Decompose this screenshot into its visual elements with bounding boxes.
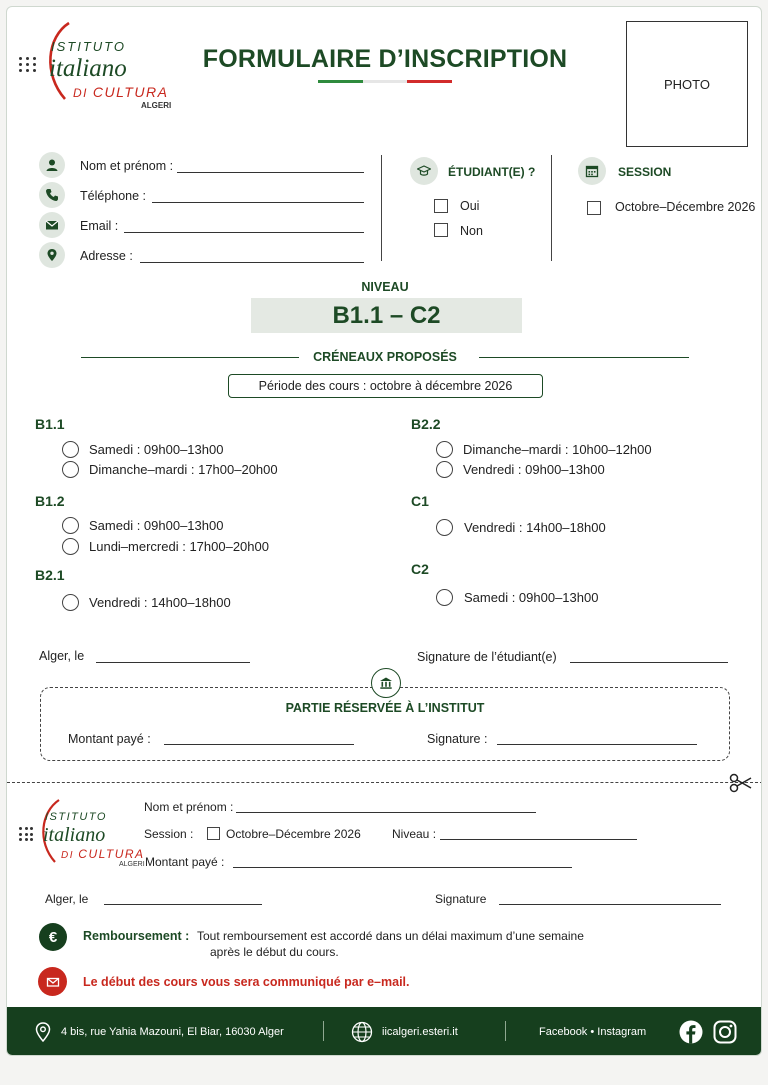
amount-paid-field[interactable] — [164, 744, 354, 745]
student-title: ÉTUDIANT(E) ? — [448, 165, 536, 179]
email-field[interactable] — [124, 232, 364, 233]
name-label: Nom et prénom : — [80, 159, 174, 173]
footer-address — [35, 1007, 284, 1056]
b1-1-option-2-radio[interactable] — [62, 461, 79, 478]
niveau-value: B1.1 – C2 — [332, 301, 441, 329]
scissors-icon — [729, 773, 753, 793]
b2-2-option-1-label: Dimanche–mardi : 10h00–12h00 — [463, 442, 652, 457]
place-date-label: Alger, le — [39, 649, 85, 663]
cut-line — [7, 782, 762, 783]
student-oui-label: Oui — [460, 199, 480, 213]
b1-2-option-2-radio[interactable] — [62, 538, 79, 555]
b2-2-option-2-radio[interactable] — [436, 461, 453, 478]
refund-text-line-2: après le début du cours. — [210, 945, 339, 959]
logo-di: DI — [73, 86, 88, 100]
stub-place-label: Alger, le — [45, 892, 89, 906]
stub-logo-cultura: CULTURA — [78, 847, 145, 861]
logo-dots-icon — [19, 827, 33, 841]
logo-algeri: ALGERI — [141, 101, 172, 110]
b1-1-option-2-label: Dimanche–mardi : 17h00–20h00 — [89, 462, 278, 477]
stub-niveau-label: Niveau : — [392, 827, 437, 841]
logo-istituto: ISTITUTO — [51, 39, 126, 54]
reserved-title: PARTIE RÉSERVÉE À L’INSTITUT — [285, 701, 485, 715]
divider — [381, 155, 382, 261]
b1-2-option-2-label: Lundi–mercredi : 17h00–20h00 — [89, 539, 269, 554]
level-c1-title: C1 — [411, 493, 429, 509]
niveau-value-box — [251, 298, 522, 333]
stub-amount-field[interactable] — [233, 867, 572, 868]
footer-social — [539, 1007, 646, 1056]
session-option-label: Octobre–Décembre 2026 — [615, 200, 756, 214]
session-title: SESSION — [618, 165, 672, 179]
photo-label: PHOTO — [664, 76, 710, 92]
b2-1-option-1-radio[interactable] — [62, 594, 79, 611]
b2-2-option-1-radio[interactable] — [436, 441, 453, 458]
location-icon — [39, 242, 65, 268]
phone-label: Téléphone : — [80, 189, 147, 203]
c1-option-1-radio[interactable] — [436, 519, 453, 536]
globe-icon — [351, 1021, 373, 1043]
instagram-icon — [713, 1020, 737, 1044]
student-non-label: Non — [460, 224, 483, 238]
registration-form — [6, 6, 762, 1056]
student-oui-checkbox[interactable] — [434, 199, 448, 213]
calendar-icon — [578, 157, 606, 185]
mail-notice-icon — [38, 967, 67, 996]
location-icon — [35, 1022, 51, 1042]
level-c2-title: C2 — [411, 561, 429, 577]
divider — [551, 155, 552, 261]
student-signature-field[interactable] — [570, 662, 728, 663]
phone-icon — [39, 182, 65, 208]
tricolor-underline — [318, 80, 452, 83]
stub-date-field[interactable] — [104, 904, 262, 905]
footer-website[interactable] — [351, 1007, 458, 1056]
stub-logo-istituto: ISTITUTO — [45, 811, 107, 823]
divider — [505, 1021, 506, 1041]
stub-signature-label: Signature — [435, 892, 487, 906]
student-non-checkbox[interactable] — [434, 223, 448, 237]
form-title: FORMULAIRE D’INSCRIPTION — [202, 45, 568, 73]
refund-text-line-1: Tout remboursement est accordé dans un délai maximum d’une semaine — [197, 929, 584, 943]
session-checkbox[interactable] — [587, 201, 601, 215]
email-notice: Le début des cours vous sera communiqué par e–mail. — [83, 975, 410, 989]
stub-niveau-field[interactable] — [440, 839, 637, 840]
student-signature-label: Signature de l’étudiant(e) — [417, 650, 557, 664]
periode-text: Période des cours : octobre à décembre 2026 — [258, 379, 513, 393]
email-label: Email : — [80, 219, 119, 233]
level-b2-1-title: B2.1 — [35, 567, 65, 583]
footer-website-text: iicalgeri.esteri.it — [382, 1026, 458, 1038]
c2-option-1-radio[interactable] — [436, 589, 453, 606]
address-field[interactable] — [140, 262, 364, 263]
stub-session-option: Octobre–Décembre 2026 — [226, 827, 361, 841]
email-icon — [39, 212, 65, 238]
c2-option-1-label: Samedi : 09h00–13h00 — [464, 590, 599, 605]
facebook-link[interactable] — [679, 1007, 703, 1056]
photo-box — [626, 21, 748, 147]
logo-cultura: CULTURA — [92, 84, 169, 100]
institution-icon — [371, 668, 401, 698]
stub-logo — [17, 797, 147, 867]
facebook-icon — [679, 1020, 703, 1044]
graduation-cap-icon — [410, 157, 438, 185]
stub-logo-algeri: ALGERI — [119, 861, 145, 868]
divider — [81, 357, 299, 358]
stub-logo-di: DI — [61, 850, 74, 861]
date-field[interactable] — [96, 662, 250, 663]
footer-social-text: Facebook • Instagram — [539, 1026, 647, 1038]
level-b1-1-title: B1.1 — [35, 416, 65, 432]
institute-signature-field[interactable] — [497, 744, 697, 745]
b1-2-option-1-label: Samedi : 09h00–13h00 — [89, 518, 224, 533]
logo-di-cultura — [73, 84, 168, 100]
stub-name-field[interactable] — [236, 812, 536, 813]
stub-name-label: Nom et prénom : — [144, 800, 234, 814]
b2-2-option-2-label: Vendredi : 09h00–13h00 — [463, 462, 605, 477]
stub-session-label: Session : — [144, 827, 194, 841]
stub-signature-field[interactable] — [499, 904, 721, 905]
b2-1-option-1-label: Vendredi : 14h00–18h00 — [89, 595, 231, 610]
periode-box — [228, 374, 543, 398]
b1-2-option-1-radio[interactable] — [62, 517, 79, 534]
stub-amount-label: Montant payé : — [145, 855, 225, 869]
footer-address-text: 4 bis, rue Yahia Mazouni, El Biar, 16030 Alger — [61, 1026, 284, 1038]
niveau-label: NIVEAU — [361, 280, 409, 294]
refund-label: Remboursement : — [83, 929, 190, 943]
amount-paid-label: Montant payé : — [68, 732, 151, 746]
divider — [479, 357, 689, 358]
address-label: Adresse : — [80, 249, 133, 263]
stub-session-checkbox[interactable] — [207, 827, 220, 840]
logo-italiano: italiano — [49, 55, 127, 82]
stub-logo-italiano: italiano — [43, 824, 106, 846]
name-field[interactable] — [177, 172, 364, 173]
stub-logo-di-cultura — [61, 847, 145, 861]
footer — [7, 1007, 762, 1056]
b1-1-option-1-radio[interactable] — [62, 441, 79, 458]
c1-option-1-label: Vendredi : 14h00–18h00 — [464, 520, 606, 535]
b1-1-option-1-label: Samedi : 09h00–13h00 — [89, 442, 224, 457]
institute-signature-label: Signature : — [427, 732, 488, 746]
instagram-link[interactable] — [713, 1007, 737, 1056]
euro-icon: € — [39, 923, 67, 951]
creneaux-title: CRÉNEAUX PROPOSÉS — [313, 350, 457, 364]
reserved-section — [40, 687, 730, 761]
level-b1-2-title: B1.2 — [35, 493, 65, 509]
person-icon — [39, 152, 65, 178]
divider — [323, 1021, 324, 1041]
level-b2-2-title: B2.2 — [411, 416, 441, 432]
phone-field[interactable] — [152, 202, 364, 203]
